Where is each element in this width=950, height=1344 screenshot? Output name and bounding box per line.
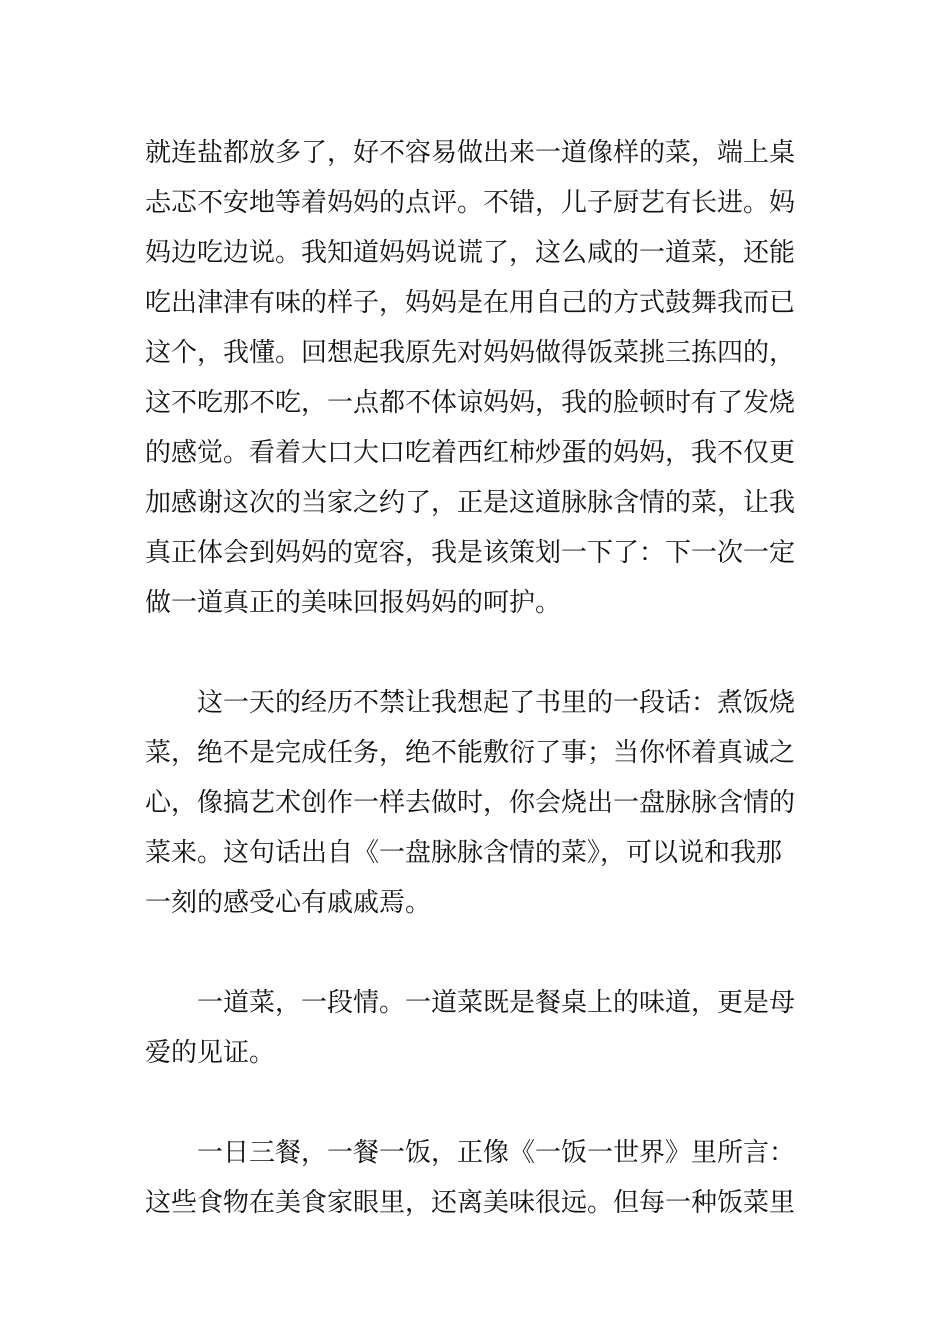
paragraph-4	[145, 1128, 810, 1228]
text-line: 妈边吃边说。我知道妈妈说谎了，这么咸的一道菜，还能	[145, 238, 796, 268]
paragraph-spacer	[145, 1078, 810, 1128]
text-line: 心，像搞艺术创作一样去做时，你会烧出一盘脉脉含情的	[145, 788, 796, 818]
text-line: 菜来。这句话出自《一盘脉脉含情的菜》，可以说和我那	[145, 838, 783, 868]
text-line: 一道菜，一段情。一道菜既是餐桌上的味道，更是母	[197, 988, 796, 1018]
text-line: 忐忑不安地等着妈妈的点评。不错，儿子厨艺有长进。妈	[145, 188, 796, 218]
text-line: 这不吃那不吃，一点都不体谅妈妈，我的脸顿时有了发烧	[145, 388, 796, 418]
text-line: 爱的见证。	[145, 1038, 276, 1068]
text-line: 吃出津津有味的样子，妈妈是在用自己的方式鼓舞我而已	[145, 288, 796, 318]
paragraph-2	[145, 678, 810, 928]
paragraph-3	[145, 978, 810, 1078]
paragraph-spacer	[145, 628, 810, 678]
text-line: 这些食物在美食家眼里，还离美味很远。但每一种饭菜里	[145, 1188, 796, 1218]
paragraph-1	[145, 128, 810, 628]
text-line: 一日三餐，一餐一饭，正像《一饭一世界》里所言：	[197, 1138, 796, 1168]
text-line: 菜，绝不是完成任务，绝不能敷衍了事；当你怀着真诚之	[145, 738, 796, 768]
text-line: 一刻的感受心有戚戚焉。	[145, 888, 432, 918]
text-line: 这个，我懂。回想起我原先对妈妈做得饭菜挑三拣四的，	[145, 338, 796, 368]
text-line: 加感谢这次的当家之约了，正是这道脉脉含情的菜，让我	[145, 488, 796, 518]
document-body	[145, 128, 810, 1228]
text-line: 就连盐都放多了，好不容易做出来一道像样的菜，端上桌	[145, 138, 796, 168]
text-line: 真正体会到妈妈的宽容，我是该策划一下了：下一次一定	[145, 538, 796, 568]
text-line: 这一天的经历不禁让我想起了书里的一段话：煮饭烧	[197, 688, 796, 718]
text-line: 做一道真正的美味回报妈妈的呵护。	[145, 588, 562, 618]
text-line: 的感觉。看着大口大口吃着西红柿炒蛋的妈妈，我不仅更	[145, 438, 796, 468]
paragraph-spacer	[145, 928, 810, 978]
